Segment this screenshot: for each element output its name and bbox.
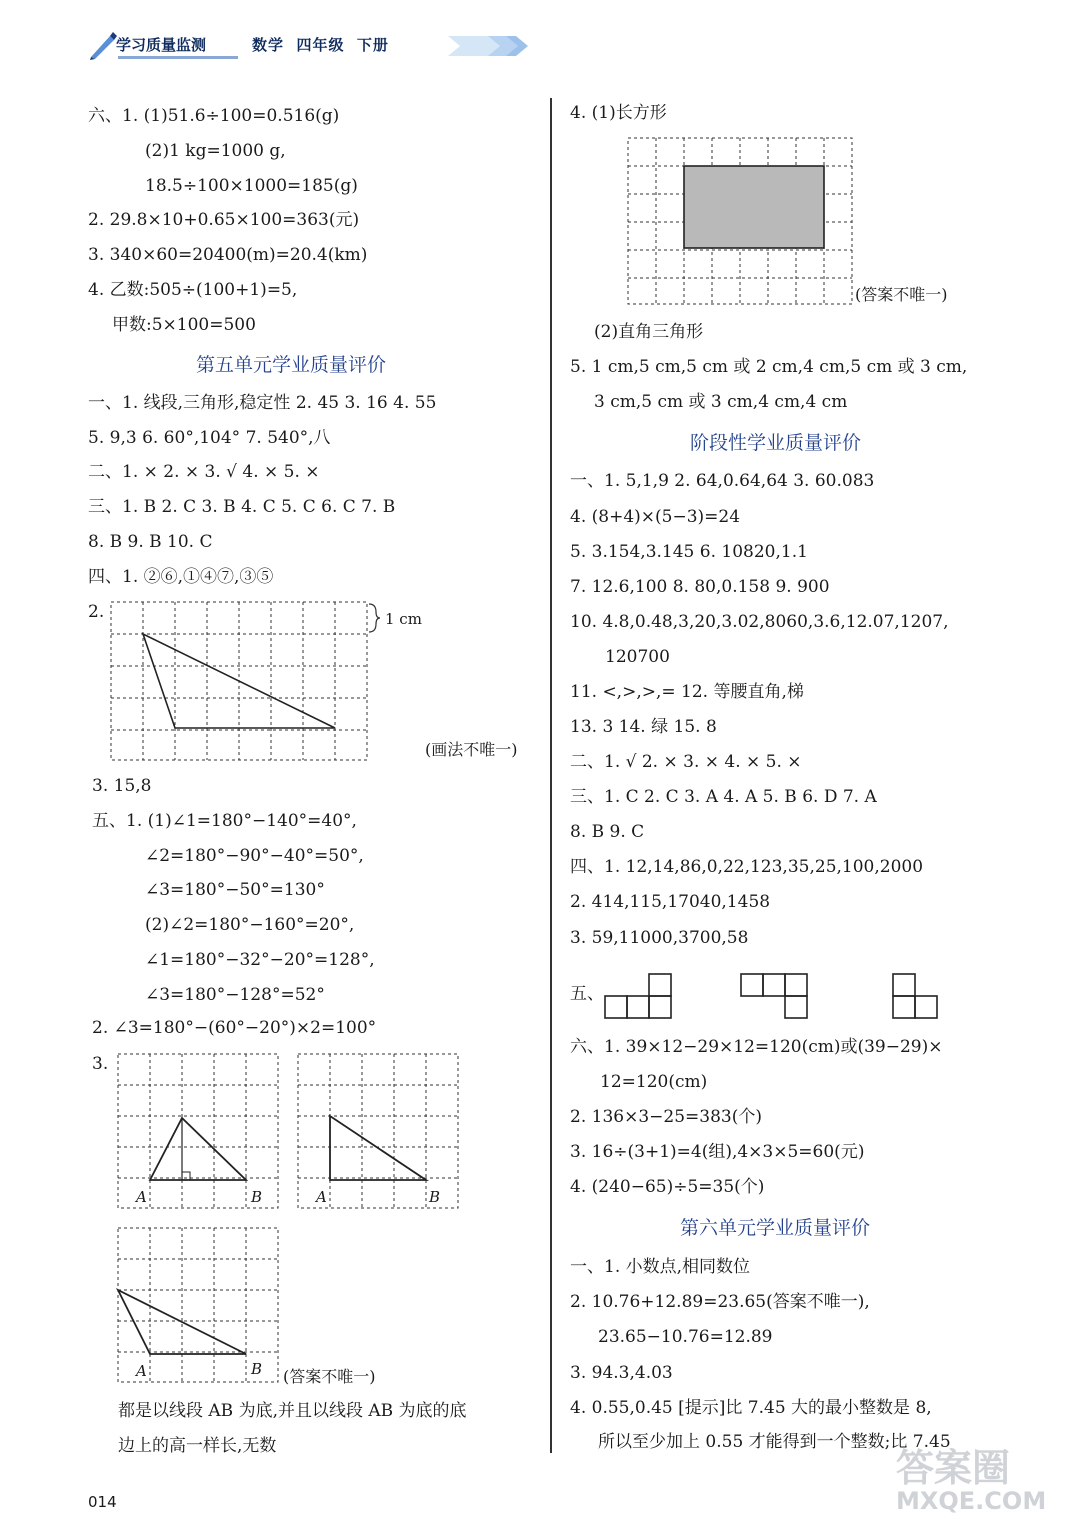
left-line: ∠3=180°−50°=130° — [145, 880, 325, 900]
right-line: 所以至少加上 0.55 才能得到一个整数;比 7.45 — [598, 1432, 951, 1452]
left-line: 甲数:5×100=500 — [112, 315, 256, 335]
right-line: 5. 1 cm,5 cm,5 cm 或 2 cm,4 cm,5 cm 或 3 cm, — [570, 357, 968, 377]
point-label-a: A — [316, 1188, 327, 1206]
right-line: 13. 3 14. 绿 15. 8 — [570, 717, 717, 737]
left-line: 3. 15,8 — [92, 776, 152, 796]
block-view-1 — [604, 972, 676, 1020]
right-line: 五、 — [570, 984, 604, 1004]
left-line: (2)1 kg=1000 g, — [145, 141, 286, 161]
right-line: 4. (240−65)÷5=35(个) — [570, 1177, 765, 1197]
left-line: 四、1. ②⑥,①④⑦,③⑤ — [88, 567, 274, 587]
left-line: 2. — [88, 602, 105, 622]
right-line: 11. <,>,>,= 12. 等腰直角,梯 — [570, 682, 804, 702]
block-view-2 — [740, 972, 812, 1020]
left-line: 边上的高一样长,无数 — [118, 1436, 277, 1456]
block-view-3 — [892, 972, 942, 1020]
page-number: 014 — [88, 1493, 117, 1511]
right-line: (2)直角三角形 — [594, 322, 704, 342]
left-line: 三、1. B 2. C 3. B 4. C 5. C 6. C 7. B — [88, 497, 396, 517]
right-line: 3 cm,5 cm 或 3 cm,4 cm,4 cm — [594, 392, 848, 412]
note-answer-not-unique: (答案不唯一) — [283, 1367, 376, 1386]
section-title-unit6: 第六单元学业质量评价 — [680, 1217, 871, 1239]
right-line: 2. 414,115,17040,1458 — [570, 892, 771, 912]
right-line: 12=120(cm) — [600, 1072, 708, 1092]
right-line: 4. 0.55,0.45 [提示]比 7.45 大的最小整数是 8, — [570, 1398, 932, 1418]
right-line: 三、1. C 2. C 3. A 4. A 5. B 6. D 7. A — [570, 787, 877, 807]
left-line: ∠2=180°−90°−40°=50°, — [145, 846, 364, 866]
left-line: 5. 9,3 6. 60°,104° 7. 540°,八 — [88, 428, 331, 448]
header-brand: 学习质量监测 — [116, 36, 207, 54]
left-line: 都是以线段 AB 为底,并且以线段 AB 为底的底 — [118, 1401, 467, 1421]
right-line: 120700 — [605, 647, 670, 667]
left-line: 二、1. × 2. × 3. √ 4. × 5. × — [88, 462, 320, 482]
point-label-b: B — [251, 1188, 263, 1206]
right-line: 六、1. 39×12−29×12=120(cm)或(39−29)× — [570, 1037, 943, 1057]
header-underline — [118, 56, 238, 59]
section-title-unit5: 第五单元学业质量评价 — [196, 354, 387, 376]
point-label-b: B — [429, 1188, 441, 1206]
left-line: ∠3=180°−128°=52° — [145, 985, 325, 1005]
right-line: 3. 94.3,4.03 — [570, 1363, 673, 1383]
note-answer-not-unique: (答案不唯一) — [855, 285, 948, 304]
right-line: 4. (8+4)×(5−3)=24 — [570, 507, 741, 527]
point-label-a: A — [136, 1362, 147, 1380]
right-line: 7. 12.6,100 8. 80,0.158 9. 900 — [570, 577, 830, 597]
left-line: 3. — [92, 1054, 109, 1074]
left-line: 2. 29.8×10+0.65×100=363(元) — [88, 210, 360, 230]
left-line: 8. B 9. B 10. C — [88, 532, 213, 552]
right-line: 23.65−10.76=12.89 — [598, 1327, 773, 1347]
right-line: 2. 136×3−25=383(个) — [570, 1107, 762, 1127]
right-line: 2. 10.76+12.89=23.65(答案不唯一), — [570, 1292, 870, 1312]
pen-icon — [88, 30, 118, 60]
left-line: 18.5÷100×1000=185(g) — [145, 176, 358, 196]
right-line: 4. (1)长方形 — [570, 103, 667, 123]
left-line: ∠1=180°−32°−20°=128°, — [145, 950, 375, 970]
left-line: 一、1. 线段,三角形,稳定性 2. 45 3. 16 4. 55 — [88, 393, 437, 413]
left-line: 五、1. (1)∠1=180°−140°=40°, — [92, 811, 357, 831]
point-label-b: B — [251, 1360, 263, 1378]
right-line: 3. 16÷(3+1)=4(组),4×3×5=60(元) — [570, 1142, 865, 1162]
left-line: 2. ∠3=180°−(60°−20°)×2=100° — [92, 1018, 377, 1038]
watermark-logo: 答案圈 — [896, 1446, 1011, 1490]
right-line: 8. B 9. C — [570, 822, 645, 842]
left-line: 六、1. (1)51.6÷100=0.516(g) — [88, 106, 340, 126]
right-line: 3. 59,11000,3700,58 — [570, 928, 749, 948]
right-line: 一、1. 5,1,9 2. 64,0.64,64 3. 60.083 — [570, 471, 875, 491]
left-line: 4. 乙数:505÷(100+1)=5, — [88, 280, 298, 300]
grid-triangle-figure — [110, 600, 420, 770]
right-line: 10. 4.8,0.48,3,20,3.02,8060,3.6,12.07,1207, — [570, 612, 949, 632]
note-drawing-not-unique: (画法不唯一) — [425, 740, 518, 759]
left-line: (2)∠2=180°−160°=20°, — [145, 915, 355, 935]
chevron-arrows-icon — [448, 34, 528, 58]
right-line: 一、1. 小数点,相同数位 — [570, 1257, 751, 1277]
header-subject: 数学 四年级 下册 — [252, 36, 389, 54]
right-line: 四、1. 12,14,86,0,22,123,35,25,100,2000 — [570, 857, 924, 877]
right-line: 二、1. √ 2. × 3. × 4. × 5. × — [570, 752, 802, 772]
column-divider — [550, 98, 552, 1453]
watermark — [896, 1448, 1046, 1514]
page-header — [88, 30, 528, 60]
grid-rectangle-figure — [626, 136, 856, 306]
section-title-stage: 阶段性学业质量评价 — [690, 432, 862, 454]
unit-1cm-label: 1 cm — [385, 610, 422, 628]
watermark-url: MXQE.COM — [896, 1487, 1047, 1515]
right-line: 5. 3.154,3.145 6. 10820,1.1 — [570, 542, 808, 562]
left-line: 3. 340×60=20400(m)=20.4(km) — [88, 245, 368, 265]
point-label-a: A — [136, 1188, 147, 1206]
